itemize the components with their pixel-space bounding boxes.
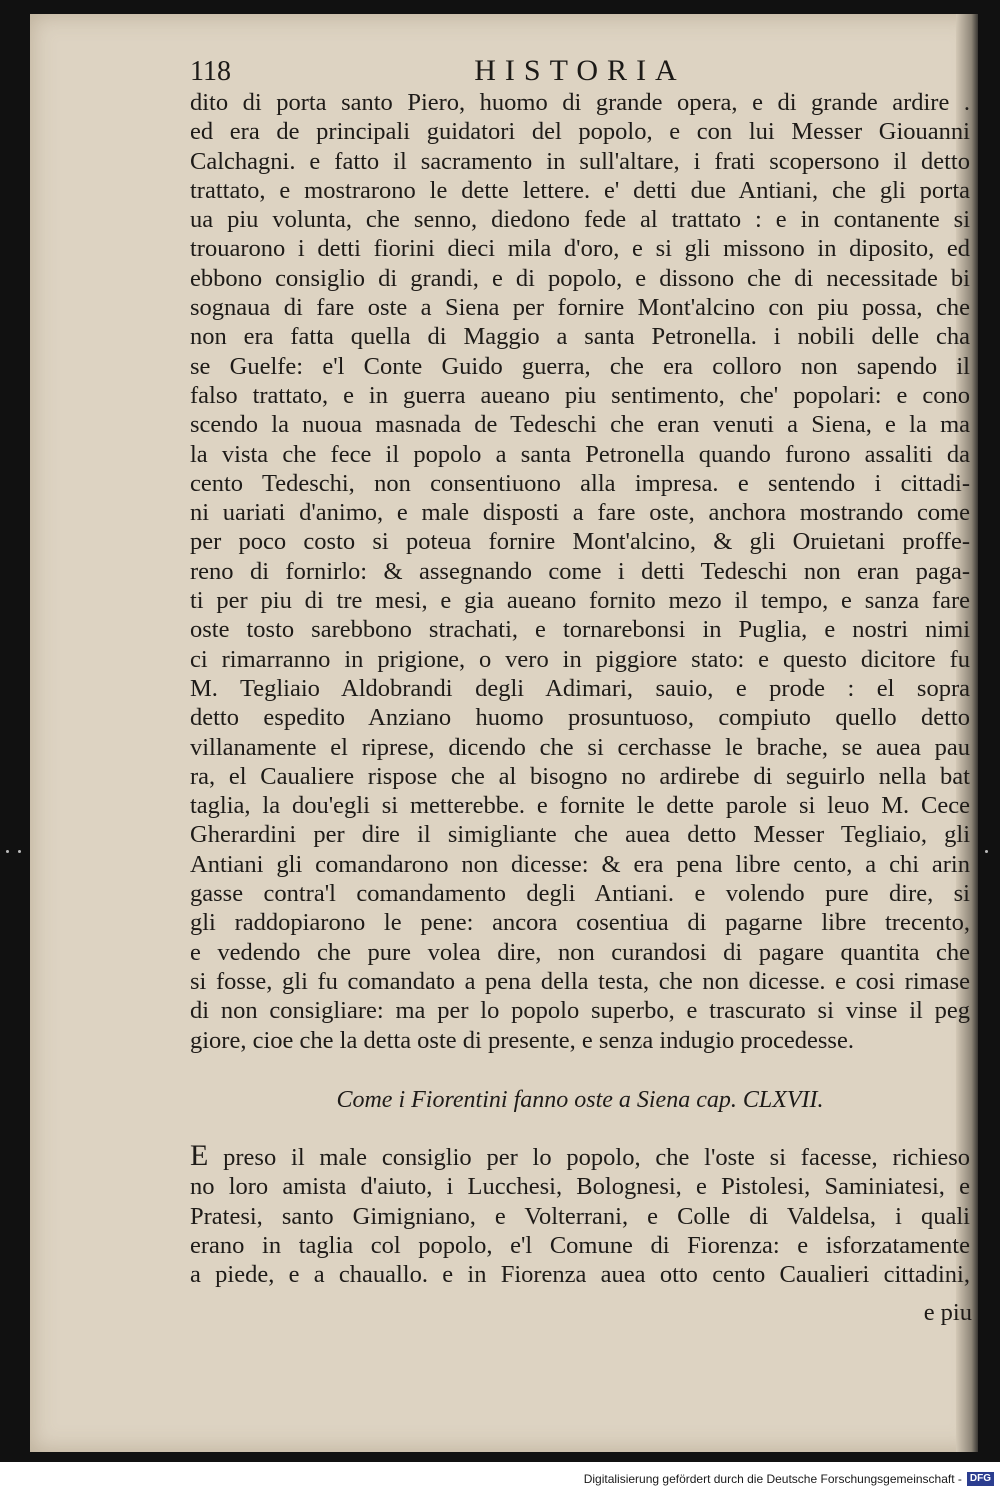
chapter-heading: Come i Fiorentini fanno oste a Siena cap. CLXVII. (336, 1087, 824, 1113)
text-line: gasse contra'l comandamento degli Antiani. e volendo pure dire, si (190, 880, 970, 908)
text-line: ed era de principali guidatori del popolo, e con lui Messer Giouanni (190, 118, 970, 146)
page-header (190, 56, 970, 90)
text-line: gli raddopiarono le pene: ancora cosentiua di pagarne libre trecento, (190, 909, 970, 937)
text-line: reno di fornirlo: & assegnando come i detti Tedeschi non eran paga- (190, 557, 970, 585)
text-line: ua piu volunta, che senno, diedono fede al trattato : e in contanente si (190, 206, 970, 234)
text-line: cento Tedeschi, non consentiuono alla impresa. e sentendo i cittadi- (190, 469, 970, 497)
text-line: villanamente el riprese, dicendo che si cerchasse le brache, se auea pau (190, 733, 970, 761)
dfg-logo-icon: DFG (967, 1472, 994, 1486)
text-line: giore, cioe che la detta oste di presente, e senza indugio procedesse. (190, 1026, 854, 1054)
first-line-text: preso il male consiglio per lo popolo, che l'oste si facesse, richieso (223, 1144, 971, 1171)
text-line: ra, el Caualiere rispose che al bisogno no ardirebe di seguirlo nella bat (190, 762, 970, 790)
text-line: trattato, e mostrarono le dette lettere. e' detti due Antiani, che gli porta (190, 176, 970, 204)
text-line: oste tosto sarebbono strachati, e tornarebonsi in Puglia, e nostri nimi (190, 616, 970, 644)
text-line: ti per piu di tre mesi, e gia aueano fornito mezo il tempo, e sanza fare (190, 587, 970, 615)
text-line: falso trattato, e in guerra aueano piu sentimento, che' popolari: e cono (190, 381, 970, 409)
text-line: Calchagni. e fatto il sacramento in sull'altare, i frati scopersono il detto (190, 147, 970, 175)
text-line: ebbono consiglio di grandi, e di popolo, e dissono che di necessitade bi (190, 264, 970, 292)
text-line: Antiani gli comandarono non dicesse: & era pena libre cento, a chi arin (190, 850, 970, 878)
text-line: trouarono i detti fiorini dieci mila d'oro, e si gli missono in diposito, ed (190, 235, 970, 263)
catchword: e piu (923, 1299, 972, 1326)
text-line: Gherardini per dire il simigliante che auea detto Messer Tegliaio, gli (190, 821, 970, 849)
text-line: Pratesi, santo Gimigniano, e Volterrani, e Colle di Valdelsa, i quali (190, 1202, 970, 1230)
text-line: ni uariati d'animo, e male disposti a fare oste, anchora mostrando come (190, 499, 970, 527)
text-line: per poco costo si poteua fornire Mont'alcino, & gli Oruietani proffe- (190, 528, 970, 556)
text-line: non era fatta quella di Maggio a santa Petronella. i nobili delle cha (190, 323, 970, 351)
paragraph-main (190, 88, 970, 1055)
text-line: la vista che fece il popolo a santa Petronella quando furono assaliti da (190, 440, 970, 468)
initial-letter: E (190, 1139, 209, 1172)
text-line: M. Tegliaio Aldobrandi degli Adimari, sauio, e prode : el sopra (190, 674, 970, 702)
text-line: sognaua di fare oste a Siena per fornire Mont'alcino con piu possa, che (190, 294, 970, 322)
page-number: 118 (190, 56, 231, 87)
text-line: di non consigliare: ma per lo popolo superbo, e trascurato si vinse il peg (190, 997, 970, 1025)
scan-speck (6, 850, 9, 853)
text-line: scendo la nuoua masnada de Tedeschi che eran venuti a Siena, e la ma (190, 411, 970, 439)
credit-text: Digitalisierung gefördert durch die Deutsche Forschungsgemeinschaft - (583, 1472, 962, 1486)
footer-credit (584, 1472, 994, 1486)
text-line: erano in taglia col popolo, e'l Comune di Fiorenza: e isforzatamente (190, 1231, 970, 1259)
running-head: HISTORIA (474, 54, 686, 87)
scan-specks (0, 848, 1000, 858)
text-line: ci rimarranno in prigione, o vero in piggiore stato: e questo dicitore fu (190, 645, 970, 673)
text-line: dito di porta santo Piero, huomo di grande opera, e di grande ardire . (190, 89, 970, 116)
text-line: no loro amista d'aiuto, i Lucchesi, Bolognesi, e Pistolesi, Saminiatesi, e (190, 1173, 970, 1201)
scan-speck (985, 850, 988, 853)
text-line: e vedendo che pure volea dire, non curandosi di pagare quantita che (190, 938, 970, 966)
text-line: detto espedito Anziano huomo prosuntuoso, compiuto quello detto (190, 704, 970, 732)
text-line: a piede, e a chauallo. e in Fiorenza auea otto cento Caualieri cittadini, (190, 1261, 970, 1289)
text-line: si fosse, gli fu comandato a pena della testa, che non dicesse. e cosi rimase (190, 967, 970, 995)
text-line: taglia, la dou'egli si metterebbe. e fornite le dette parole si leuo M. Cece (190, 792, 970, 820)
paragraph-chapter (190, 1141, 970, 1289)
scan-speck (18, 850, 21, 853)
text-line (190, 1141, 970, 1172)
text-line: se Guelfe: e'l Conte Guido guerra, che era colloro non sapendo il (190, 352, 970, 380)
